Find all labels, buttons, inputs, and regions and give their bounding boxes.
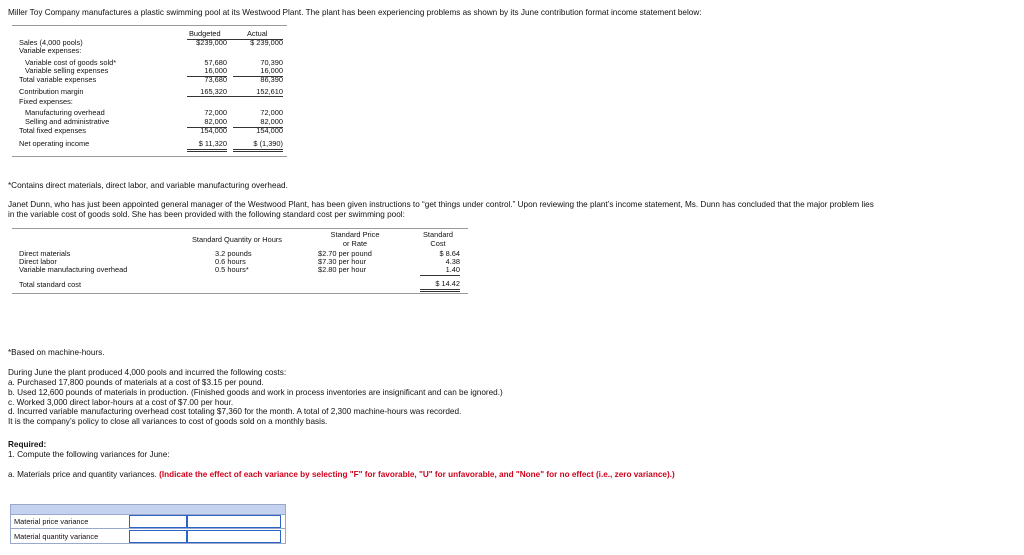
cost-item-line: c. Worked 3,000 direct labor-hours at a cost of $7.00 per hour.	[8, 397, 234, 407]
during-june-text: During June the plant produced 4,000 pools and incurred the following costs:	[8, 368, 287, 377]
standard-cost-row-cost: $ 8.64	[439, 249, 460, 258]
standard-cost-row-qty: 0.6 hours	[215, 257, 246, 266]
required-heading: Required:	[8, 440, 47, 449]
part-a-instruction: (Indicate the effect of each variance by selecting "F" for favorable, "U" for unfavorable, and "None" for no effect (i.e., zero variance).)	[159, 470, 675, 479]
contribution-underline	[187, 96, 283, 97]
income-row-actual: 86,390	[260, 75, 283, 84]
intro-text: Miller Toy Company manufactures a plastic swimming pool at its Westwood Plant. The plant has been experiencing problems as shown by its June contribution format income statement below:	[8, 8, 702, 17]
material-quantity-variance-effect-select[interactable]	[187, 530, 281, 543]
income-row-actual: 154,000	[256, 126, 283, 135]
standard-cost-row-price: $7.30 per hour	[318, 257, 367, 266]
income-row-budgeted: 72,000	[204, 108, 227, 117]
total-standard-cost-value: $ 14.42	[420, 280, 460, 292]
col-standard-price-header-1: Standard Price	[330, 230, 380, 239]
income-row-budgeted: 57,680	[204, 58, 227, 67]
col-standard-cost-header-1: Standard	[423, 230, 453, 239]
total-standard-cost-label: Total standard cost	[19, 280, 82, 289]
answer-row	[10, 529, 286, 544]
col-budgeted-header: Budgeted	[189, 29, 221, 38]
answer-row-label: Material quantity variance	[14, 532, 99, 541]
standard-cost-row-qty: 0.5 hours*	[215, 265, 249, 274]
material-price-variance-amount-input[interactable]	[129, 515, 187, 528]
standard-cost-row-label: Variable manufacturing overhead	[19, 265, 128, 274]
footnote-1: *Contains direct materials, direct labor, and variable manufacturing overhead.	[8, 181, 288, 190]
income-row-budgeted: $ 11,320	[187, 140, 227, 152]
income-row-label: Fixed expenses:	[19, 97, 73, 106]
standard-cost-row-price: $2.70 per pound	[318, 249, 372, 258]
income-row-label: Variable cost of goods sold*	[25, 58, 117, 67]
footnote-2: *Based on machine-hours.	[8, 348, 105, 357]
cost-item-line: b. Used 12,600 pounds of materials in production. (Finished goods and work in process inventories are insignificant and can be ignored.)	[8, 387, 503, 397]
cost-item-line: d. Incurred variable manufacturing overhead cost totaling $7,360 for the month. A total of 2,300 machine-hours was recorded.	[8, 407, 462, 417]
income-row-actual: 152,610	[256, 87, 283, 96]
income-row-budgeted: 154,000	[200, 126, 227, 135]
income-row-budgeted: $239,000	[196, 38, 227, 47]
standard-cost-row-cost: 1.40	[420, 266, 460, 276]
col-standard-cost-header-2: Cost	[430, 239, 446, 248]
standard-cost-row-price: $2.80 per hour	[318, 265, 367, 274]
income-row-label: Net operating income	[19, 139, 90, 148]
income-row-budgeted: 16,000	[187, 67, 227, 77]
standard-cost-row-label: Direct materials	[19, 249, 71, 258]
income-row-actual: 82,000	[233, 118, 283, 128]
income-row-actual: $ 239,000	[250, 38, 283, 47]
income-row-actual: 72,000	[260, 108, 283, 117]
col-standard-qty-header: Standard Quantity or Hours	[192, 235, 282, 244]
cost-item-line: It is the company’s policy to close all variances to cost of goods sold on a monthly basis.	[8, 417, 328, 427]
col-actual-header: Actual	[247, 29, 268, 38]
income-row-label: Selling and administrative	[25, 117, 110, 126]
income-row-label: Manufacturing overhead	[25, 108, 105, 117]
income-row-label: Variable selling expenses	[25, 66, 109, 75]
income-row-budgeted: 73,680	[204, 75, 227, 84]
income-row-label: Contribution margin	[19, 87, 84, 96]
header-underline	[187, 39, 283, 40]
income-row-label: Variable expenses:	[19, 46, 82, 55]
part-a-text	[8, 470, 675, 480]
paragraph-line-1: Janet Dunn, who has just been appointed general manager of the Westwood Plant, has been given instructions to “get things under control.” Upon reviewing the plant’s income statement, Ms. Dunn has concluded that the major problem lies	[8, 200, 874, 209]
income-row-label: Total fixed expenses	[19, 126, 86, 135]
income-row-label: Sales (4,000 pools)	[19, 38, 83, 47]
standard-cost-row-cost: 4.38	[445, 257, 460, 266]
cost-item-line: a. Purchased 17,800 pounds of materials at a cost of $3.15 per pound.	[8, 378, 264, 387]
material-price-variance-effect-select[interactable]	[187, 515, 281, 528]
col-standard-price-header-2: or Rate	[342, 239, 368, 248]
standard-cost-row-qty: 3.2 pounds	[215, 249, 252, 258]
material-quantity-variance-amount-input[interactable]	[129, 530, 187, 543]
standard-cost-row-label: Direct labor	[19, 257, 57, 266]
answer-row-label: Material price variance	[14, 517, 89, 526]
income-row-budgeted: 165,320	[200, 87, 227, 96]
paragraph-line-2: in the variable cost of goods sold. She has been provided with the following standard cost per swimming pool:	[8, 210, 405, 219]
income-row-budgeted: 82,000	[187, 118, 227, 128]
income-row-actual: 70,390	[260, 58, 283, 67]
income-row-actual: $ (1,390)	[233, 140, 283, 152]
part-a-prefix: a. Materials price and quantity variances.	[8, 470, 157, 479]
answer-row	[10, 514, 286, 529]
required-1-text: 1. Compute the following variances for June:	[8, 450, 170, 459]
income-row-actual: 16,000	[233, 67, 283, 77]
income-row-label: Total variable expenses	[19, 75, 97, 84]
